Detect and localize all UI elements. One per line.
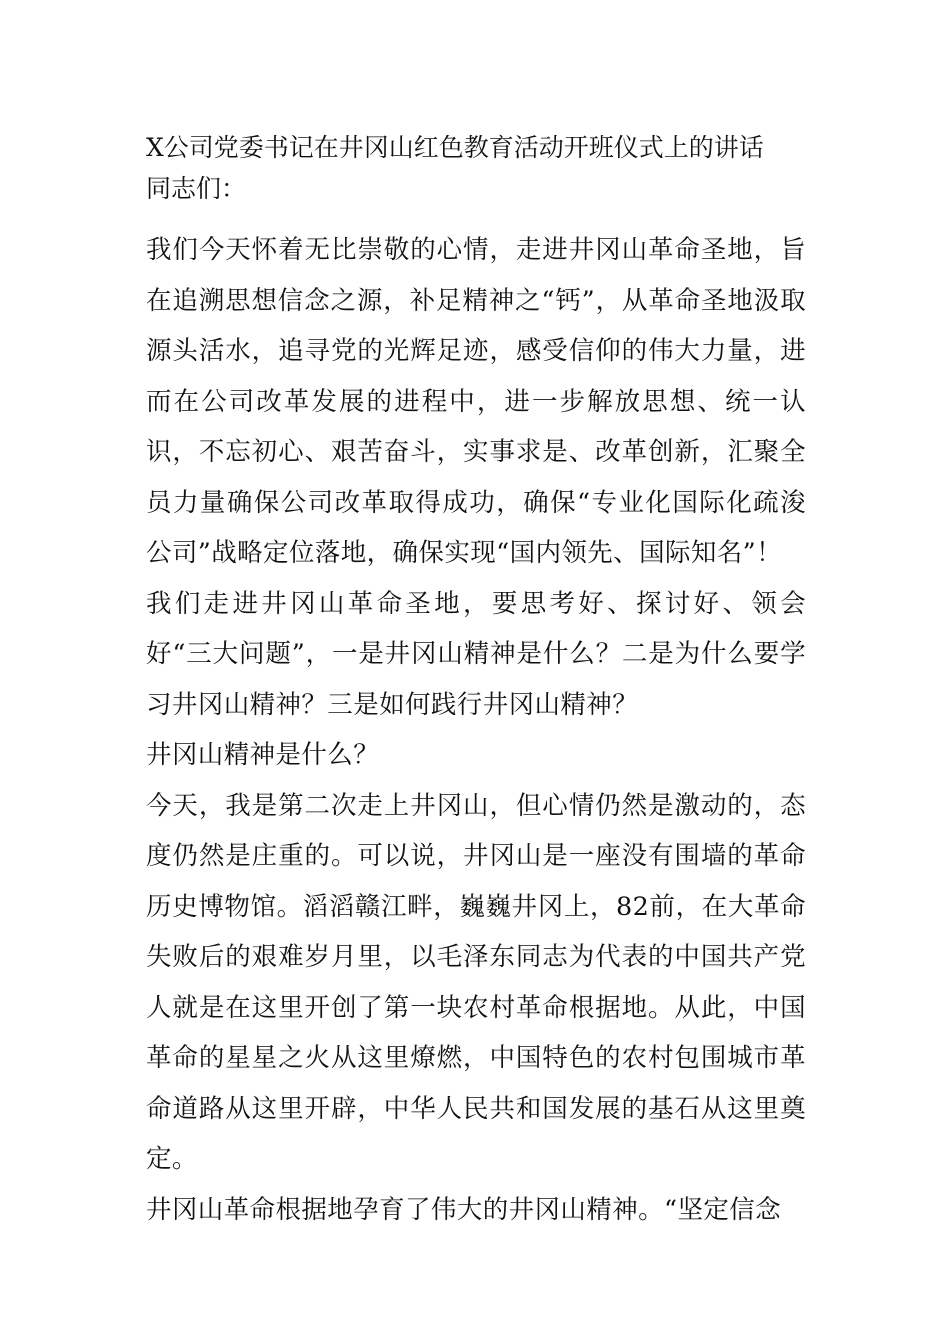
paragraph-spirit: 井冈山革命根据地孕育了伟大的井冈山精神。“坚定信念: [146, 1194, 782, 1225]
paragraph-history: 今天，我是第二次走上井冈山，但心情仍然是激动的，态度仍然是庄重的。可以说，井冈山是一座没有围墙的革命历史博物馆。滔滔赣江畔，巍巍井冈上，82前，在大革命失败后的艰难岁月里，以毛泽东同志为代表的中国共产党人就是在这里开创了第一块农村革命根据地。从此，中国革命的星星之火从这里燎燃，中国特色的农村包围城市革命道路从这里开辟，中华人民共和国发展的基石从这里奠定。: [146, 790, 806, 1174]
document-title: X公司党委书记在井冈山红色教育活动开班仪式上的讲话: [146, 133, 764, 162]
section-heading: 井冈山精神是什么？: [146, 740, 380, 770]
paragraph-three-questions: 我们走进井冈山革命圣地，要思考好、探讨好、领会好“三大问题”，一是井冈山精神是什么？二是为什么要学习井冈山精神？三是如何践行井冈山精神？: [146, 588, 806, 720]
document-body: [146, 130, 806, 1235]
paragraph-intro: 我们今天怀着无比崇敬的心情，走进井冈山革命圣地，旨在追溯思想信念之源，补足精神之“钙”，从革命圣地汲取源头活水，追寻党的光辉足迹，感受信仰的伟大力量，进而在公司改革发展的进程中，进一步解放思想、统一认识，不忘初心、艰苦奋斗，实事求是、改革创新，汇聚全员力量确保公司改革取得成功，确保“专业化国际化疏浚公司”战略定位落地，确保实现“国内领先、国际知名”！: [146, 235, 806, 568]
salutation: 同志们：: [146, 174, 247, 203]
